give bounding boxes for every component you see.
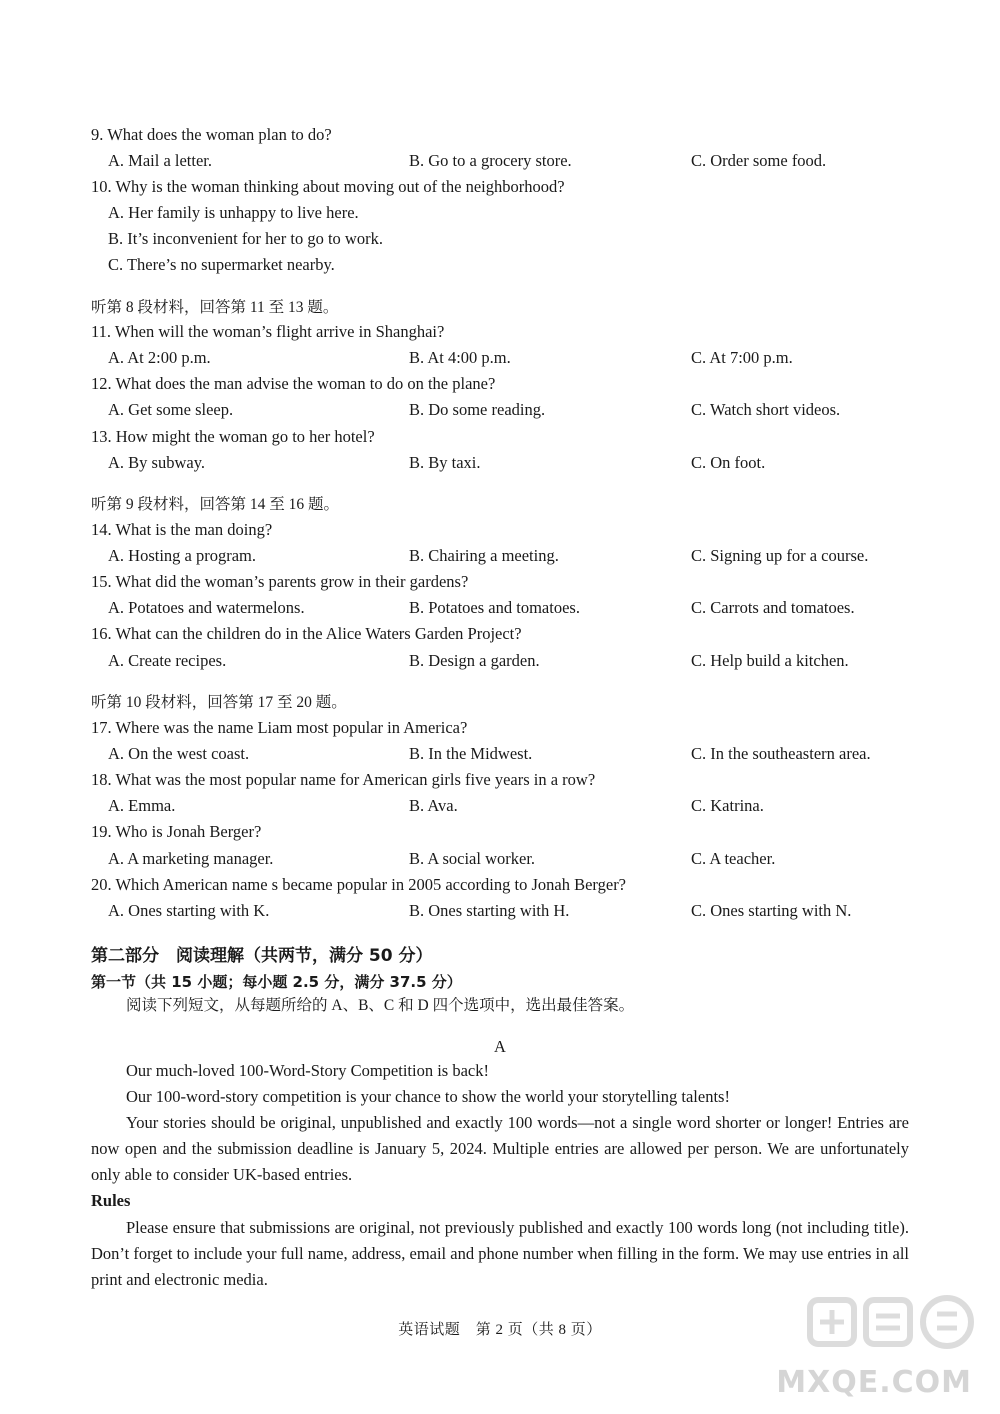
passage-paragraph-3-text: Your stories should be original, unpublished and exactly 100 words—not a single word shorter or longer! Entries are now open and the submission deadline is January 5, 2024. Multiple entries are allowed per person. We are unfortunately only able to consider UK-based entries.: [91, 1113, 909, 1185]
q11-option-c: C. At 7:00 p.m.: [691, 348, 793, 367]
q13-option-b: B. By taxi.: [409, 453, 481, 472]
question-10: 10. Why is the woman thinking about moving out of the neighborhood?: [91, 177, 565, 196]
q16-option-b: B. Design a garden.: [409, 651, 540, 670]
q19-option-a: A. A marketing manager.: [108, 849, 274, 868]
q16-option-c: C. Help build a kitchen.: [691, 651, 849, 670]
question-12: 12. What does the man advise the woman to do on the plane?: [91, 374, 496, 393]
question-13: 13. How might the woman go to her hotel?: [91, 427, 375, 446]
passage-paragraph-4: [91, 1215, 909, 1294]
question-17: 17. Where was the name Liam most popular in America?: [91, 718, 468, 737]
q10-option-b: B. It’s inconvenient for her to go to work.: [108, 229, 383, 248]
q11-option-a: A. At 2:00 p.m.: [108, 348, 211, 367]
q10-option-c: C. There’s no supermarket nearby.: [108, 255, 335, 274]
passage-paragraph-4-text: Please ensure that submissions are original, not previously published and exactly 100 words long (not including title). Don’t forget to include your full name, address, email and phone number when filling in the form. We may use entries in all print and electronic media.: [91, 1218, 909, 1290]
listening-instruction-8: 听第 8 段材料，回答第 11 至 13 题。: [91, 299, 339, 316]
listening-instruction-9: 听第 9 段材料，回答第 14 至 16 题。: [91, 496, 340, 513]
q17-option-b: B. In the Midwest.: [409, 744, 533, 763]
q15-option-c: C. Carrots and tomatoes.: [691, 598, 855, 617]
passage-paragraph-2: [91, 1084, 909, 1110]
q15-option-a: A. Potatoes and watermelons.: [108, 598, 305, 617]
q18-option-b: B. Ava.: [409, 796, 458, 815]
q15-option-b: B. Potatoes and tomatoes.: [409, 598, 580, 617]
question-16: 16. What can the children do in the Alice Waters Garden Project?: [91, 624, 522, 643]
q14-option-c: C. Signing up for a course.: [691, 546, 869, 565]
q11-option-b: B. At 4:00 p.m.: [409, 348, 511, 367]
question-15: 15. What did the woman’s parents grow in their gardens?: [91, 572, 469, 591]
listening-instruction-10: 听第 10 段材料，回答第 17 至 20 题。: [91, 694, 347, 711]
q20-option-a: A. Ones starting with K.: [108, 901, 270, 920]
q20-option-b: B. Ones starting with H.: [409, 901, 570, 920]
q19-option-c: C. A teacher.: [691, 849, 776, 868]
question-14: 14. What is the man doing?: [91, 520, 273, 539]
question-18: 18. What was the most popular name for American girls five years in a row?: [91, 770, 596, 789]
question-9: 9. What does the woman plan to do?: [91, 125, 332, 144]
q17-option-c: C. In the southeastern area.: [691, 744, 871, 763]
q9-option-a: A. Mail a letter.: [108, 151, 213, 170]
reading-instruction: 阅读下列短文，从每题所给的 A、B、C 和 D 四个选项中，选出最佳答案。: [126, 997, 635, 1014]
q14-option-a: A. Hosting a program.: [108, 546, 257, 565]
q17-option-a: A. On the west coast.: [108, 744, 250, 763]
q13-option-a: A. By subway.: [108, 453, 206, 472]
q9-option-b: B. Go to a grocery store.: [409, 151, 572, 170]
passage-label: A: [494, 1037, 506, 1056]
q12-option-a: A. Get some sleep.: [108, 400, 234, 419]
q10-option-a: A. Her family is unhappy to live here.: [108, 203, 359, 222]
passage-paragraph-3: [91, 1110, 909, 1189]
q18-option-c: C. Katrina.: [691, 796, 764, 815]
question-19: 19. Who is Jonah Berger?: [91, 822, 262, 841]
question-11: 11. When will the woman’s flight arrive in Shanghai?: [91, 322, 445, 341]
passage-paragraph-2-text: Our 100-word-story competition is your chance to show the world your storytelling talents!: [126, 1087, 730, 1106]
q19-option-b: B. A social worker.: [409, 849, 536, 868]
q16-option-a: A. Create recipes.: [108, 651, 227, 670]
q12-option-c: C. Watch short videos.: [691, 400, 841, 419]
q20-option-c: C. Ones starting with N.: [691, 901, 852, 920]
q12-option-b: B. Do some reading.: [409, 400, 546, 419]
q18-option-a: A. Emma.: [108, 796, 176, 815]
passage-paragraph-1: [91, 1058, 909, 1084]
passage-paragraph-1-text: Our much-loved 100-Word-Story Competition is back!: [126, 1061, 489, 1080]
page-footer: 英语试题 第 2 页（共 8 页）: [398, 1322, 602, 1338]
question-20: 20. Which American name s became popular in 2005 according to Jonah Berger?: [91, 875, 627, 894]
watermark-text: MXQE.COM: [776, 1365, 972, 1400]
q9-option-c: C. Order some food.: [691, 151, 827, 170]
rules-heading: Rules: [91, 1191, 131, 1210]
q14-option-b: B. Chairing a meeting.: [409, 546, 559, 565]
section-one-heading: 第一节（共 15 小题；每小题 2.5 分，满分 37.5 分）: [91, 973, 462, 991]
q13-option-c: C. On foot.: [691, 453, 766, 472]
part-two-heading: 第二部分 阅读理解（共两节，满分 50 分）: [91, 946, 433, 966]
